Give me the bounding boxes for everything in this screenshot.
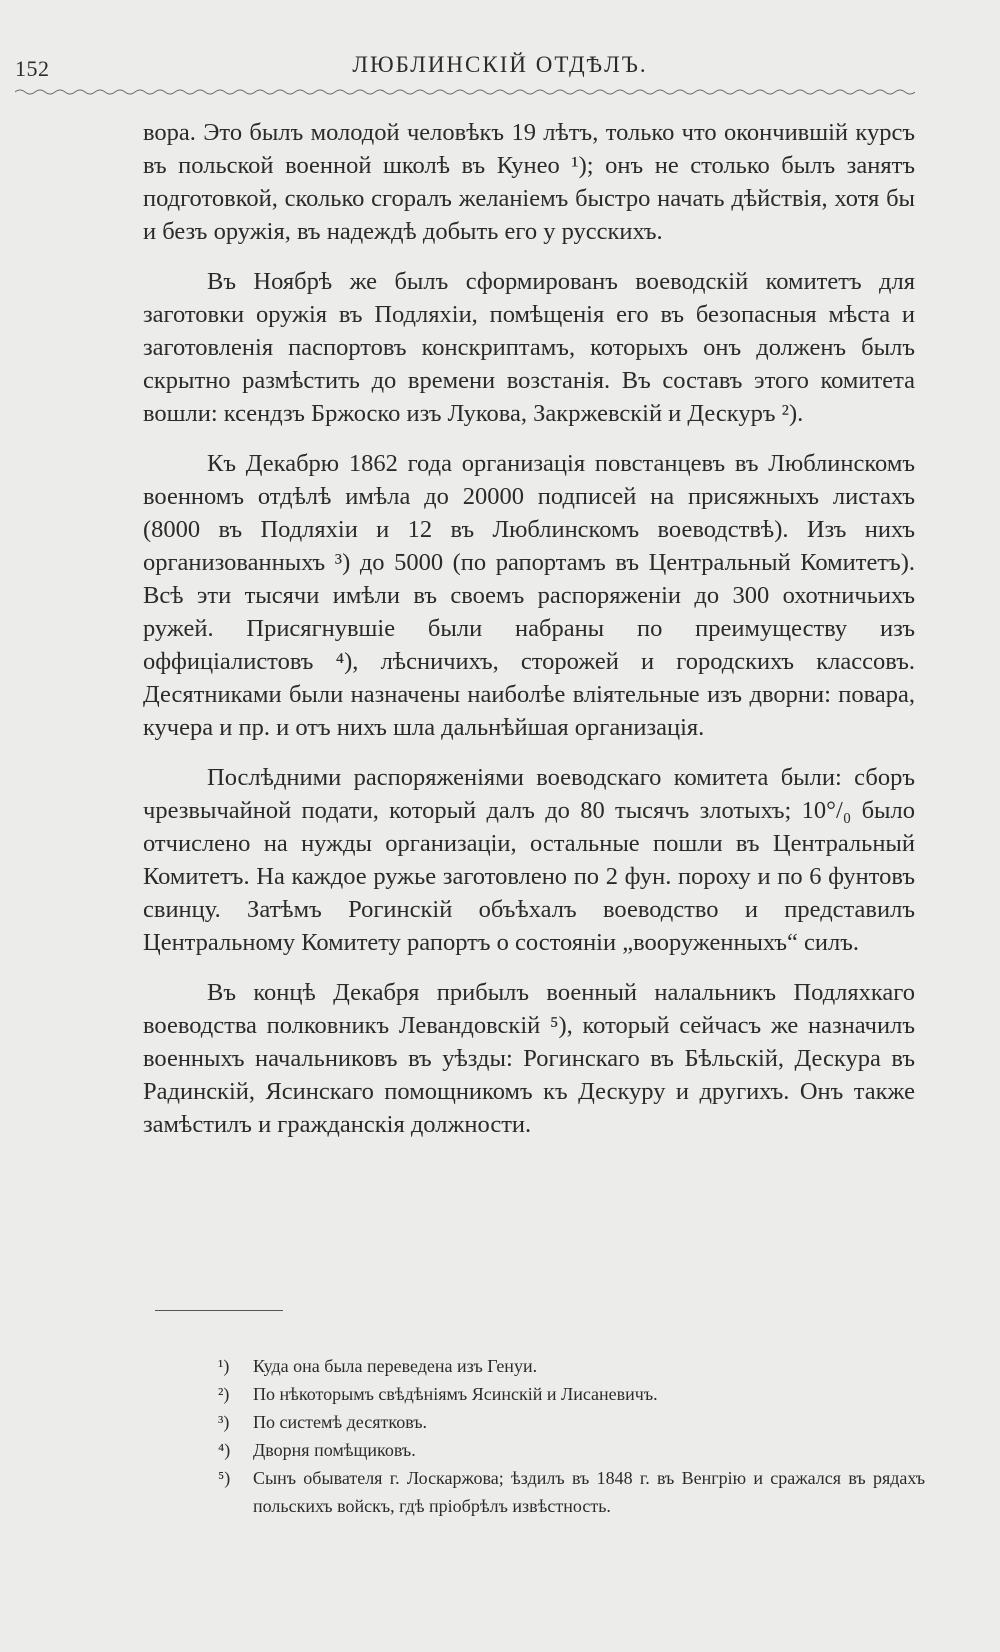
footnotes bbox=[150, 1352, 925, 1520]
footnote bbox=[150, 1464, 925, 1520]
main-text bbox=[143, 116, 915, 1158]
footnote bbox=[150, 1352, 925, 1380]
footnote-number: ⁵) bbox=[218, 1468, 231, 1488]
footnote-number: ³) bbox=[218, 1412, 230, 1432]
footnote-number: ¹) bbox=[218, 1356, 230, 1376]
header-wavy-rule bbox=[15, 88, 915, 96]
paragraph: Послѣдними распоряженіями воеводскаго комитета были: сборъ чрезвычайной подати, который далъ до 80 тысячъ злотыхъ; 10°/₀ было отчислено на нужды организаціи, остальные пошли въ Центральный Комитетъ. На каждое ружье заготовлено по 2 фун. пороху и по 6 фунтовъ свинцу. Затѣмъ Рогинскій объѣхалъ воеводство и представилъ Центральному Комитету рапортъ о состояніи „вооруженныхъ“ силъ. bbox=[143, 764, 915, 956]
paragraph: Въ концѣ Декабря прибылъ военный налальникъ Подляхкаго воеводства полковникъ Левандовскій ⁵), который сейчасъ же назначилъ военныхъ начальниковъ въ уѣзды: Рогинскаго въ Бѣльскій, Дескура въ Радинскій, Ясинскаго помощникомъ къ Дескуру и другихъ. Онъ также замѣстилъ и гражданскія должности. bbox=[143, 979, 915, 1138]
page-header bbox=[0, 50, 1000, 90]
footnote-number: ⁴) bbox=[218, 1440, 231, 1460]
footnote-text: Сынъ обывателя г. Лоскаржова; ѣздилъ въ 1848 г. въ Венгрію и сражался въ рядахъ польскихъ войскъ, гдѣ пріобрѣлъ извѣстность. bbox=[253, 1468, 925, 1516]
paragraph: вора. Это былъ молодой человѣкъ 19 лѣтъ, только что окончившій курсъ въ польской военной школѣ въ Кунео ¹); онъ не столько былъ занятъ подготовкой, сколько сгоралъ желаніемъ быстро начать дѣйствія, хотя бы и безъ оружія, въ надеждѣ добыть его у русскихъ. bbox=[143, 119, 915, 245]
footnote bbox=[150, 1436, 925, 1464]
footnote-text: По системѣ десятковъ. bbox=[253, 1412, 428, 1432]
footnote bbox=[150, 1408, 925, 1436]
footnote-text: По нѣкоторымъ свѣдѣніямъ Ясинскій и Лисаневичъ. bbox=[253, 1384, 658, 1404]
footnote-text: Куда она была переведена изъ Генуи. bbox=[253, 1356, 538, 1376]
footnote-number: ²) bbox=[218, 1384, 230, 1404]
footnote-text: Дворня помѣщиковъ. bbox=[253, 1440, 416, 1460]
footnote bbox=[150, 1380, 925, 1408]
paragraph: Въ Ноябрѣ же былъ сформированъ воеводскій комитетъ для заготовки оружія въ Подляхіи, помѣщенія его въ безопасныя мѣста и заготовленія паспортовъ конскриптамъ, которыхъ онъ долженъ былъ скрытно размѣстить до времени возстанія. Въ составъ этого комитета вошли: ксендзъ Бржоско изъ Лукова, Закржевскій и Дескуръ ²). bbox=[143, 268, 915, 427]
page-number: 152 bbox=[15, 56, 50, 81]
running-title: ЛЮБЛИНСКІЙ ОТДѢЛЪ. bbox=[352, 52, 648, 77]
paragraph: Къ Декабрю 1862 года организація повстанцевъ въ Люблинскомъ военномъ отдѣлѣ имѣла до 20000 подписей на присяжныхъ листахъ (8000 въ Подляхіи и 12 въ Люблинскомъ воеводствѣ). Изъ нихъ организованныхъ ³) до 5000 (по рапортамъ въ Центральный Комитетъ). Всѣ эти тысячи имѣли въ своемъ распоряженіи до 300 охотничьихъ ружей. Присягнувшіе были набраны по преимуществу изъ оффиціалистовъ ⁴), лѣсничихъ, сторожей и городскихъ классовъ. Десятниками были назначены наиболѣе вліятельные изъ дворни: повара, кучера и пр. и отъ нихъ шла дальнѣйшая организація. bbox=[143, 450, 915, 741]
footnote-separator bbox=[155, 1310, 283, 1311]
